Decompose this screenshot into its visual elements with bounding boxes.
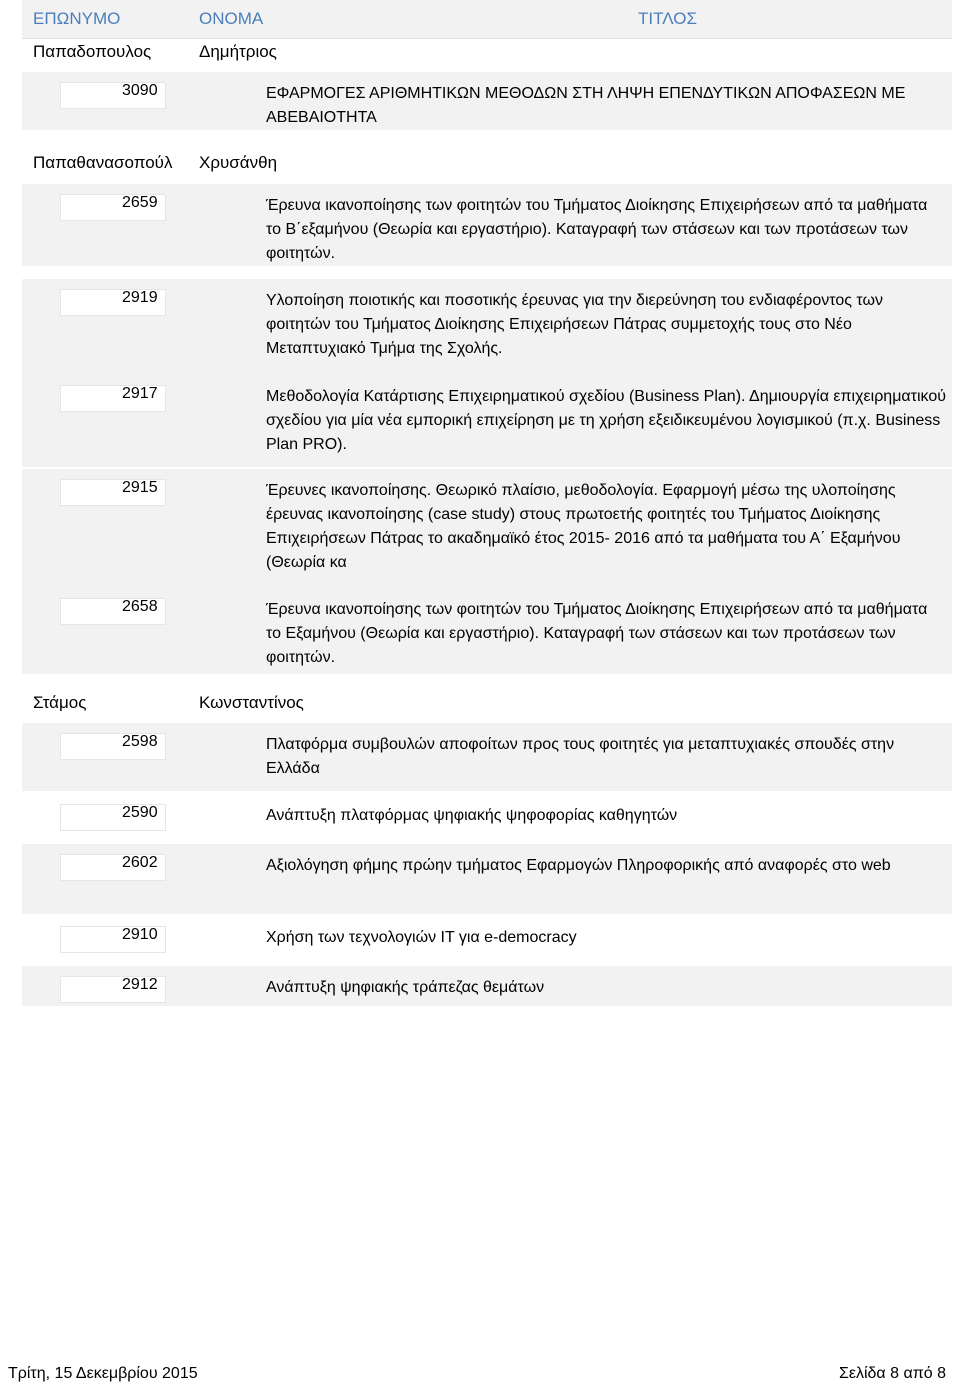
thesis-row xyxy=(22,375,952,468)
thesis-id: 2910 xyxy=(122,926,158,943)
header-first-name: ΟΝΟΜΑ xyxy=(199,9,264,28)
thesis-id: 3090 xyxy=(122,82,158,99)
table-header xyxy=(22,0,952,39)
person-first-name: Κωνσταντίνος xyxy=(199,693,304,712)
thesis-row xyxy=(22,469,952,592)
thesis-title: Ανάπτυξη πλατφόρμας ψηφιακής ψηφοφορίας καθηγητών xyxy=(266,807,678,824)
person-row xyxy=(22,42,952,72)
header-last-name: ΕΠΩΝΥΜΟ xyxy=(33,9,121,28)
thesis-row xyxy=(22,184,952,267)
thesis-id: 2915 xyxy=(122,479,158,496)
thesis-row xyxy=(22,966,952,1007)
thesis-id: 2917 xyxy=(122,385,158,402)
footer-date: Τρίτη, 15 Δεκεμβρίου 2015 xyxy=(8,1365,198,1382)
thesis-title: Υλοποίηση ποιοτικής και ποσοτικής έρευνας για την διερεύνηση του ενδιαφέροντος των φοιτητών του Τμήματος Διοίκησης Επιχειρήσεων Πάτρας συμμετοχής τους στο Νέο Μεταπτυχιακό Τμήμα της Σχολής. xyxy=(266,292,883,357)
person-row xyxy=(22,693,952,723)
thesis-row xyxy=(22,794,952,839)
person-last-name: Παπαδοπουλος xyxy=(33,42,152,61)
person-first-name: Χρυσάνθη xyxy=(199,153,278,172)
thesis-row xyxy=(22,588,952,675)
thesis-title: Έρευνα ικανοποίησης των φοιτητών του Τμήματος Διοίκησης Επιχειρήσεων από τα μαθήματα το Εξαμήνου (Θεωρία και εργαστήριο). Καταγραφή των στάσεων και των προτάσεων των φοιτητών. xyxy=(266,601,928,666)
thesis-id: 2912 xyxy=(122,976,158,993)
person-row xyxy=(22,153,952,183)
thesis-title: Χρήση των τεχνολογιών IT για e-democracy xyxy=(266,929,577,946)
thesis-title: Μεθοδολογία Κατάρτισης Επιχειρηματικού σχεδίου (Business Plan). Δημιουργία επιχειρηματικού σχεδίου για μία νέα εμπορική επιχείρηση με τη χρήση εξειδικευμένου λογισμικού (π.χ. Business Plan PRO). xyxy=(266,388,946,453)
thesis-row xyxy=(22,72,952,131)
person-last-name: Στάμος xyxy=(33,693,87,712)
thesis-id: 2590 xyxy=(122,804,158,821)
thesis-id: 2602 xyxy=(122,854,158,871)
thesis-id: 2658 xyxy=(122,598,158,615)
thesis-title: Έρευνα ικανοποίησης των φοιτητών του Τμήματος Διοίκησης Επιχειρήσεων από τα μαθήματα το Β΄εξαμήνου (Θεωρία και εργαστήριο). Καταγραφή των στάσεων και των προτάσεων των φοιτητών. xyxy=(266,197,928,262)
thesis-title: Πλατφόρμα συμβουλών αποφοίτων προς τους φοιτητές για μεταπτυχιακές σπουδές στην Ελλάδα xyxy=(266,736,895,777)
thesis-id: 2659 xyxy=(122,194,158,211)
thesis-row xyxy=(22,916,952,961)
thesis-row xyxy=(22,844,952,915)
thesis-title: Αξιολόγηση φήμης πρώην τμήματος Εφαρμογών Πληροφορικής από αναφορές στο web xyxy=(266,857,891,874)
thesis-id: 2598 xyxy=(122,733,158,750)
thesis-title: Ανάπτυξη ψηφιακής τράπεζας θεμάτων xyxy=(266,979,545,996)
header-title: ΤΙΤΛΟΣ xyxy=(638,9,697,28)
person-last-name: Παπαθανασοπούλ xyxy=(33,153,173,172)
thesis-row xyxy=(22,279,952,380)
thesis-id: 2919 xyxy=(122,289,158,306)
footer-page-number: Σελίδα 8 από 8 xyxy=(838,1365,946,1382)
thesis-title: ΕΦΑΡΜΟΓΕΣ ΑΡΙΘΜΗΤΙΚΩΝ ΜΕΘΟΔΩΝ ΣΤΗ ΛΗΨΗ ΕΠΕΝΔΥΤΙΚΩΝ ΑΠΟΦΑΣΕΩΝ ΜΕ ΑΒΕΒΑΙΟΤΗΤΑ xyxy=(266,85,906,126)
thesis-row xyxy=(22,723,952,792)
thesis-title: Έρευνες ικανοποίησης. Θεωρικό πλαίσιο, μεθοδολογία. Εφαρμογή μέσω της υλοποίησης έρευνας ικανοποίησης (case study) στους πρωτοετής φοιτητές του Τμήματος Διοίκησης Επιχειρήσεων Πάτρας το ακαδημαϊκό έτος 2015- 2016 από τα μαθήματα του Α΄ Εξαμήνου (Θεωρία κα xyxy=(266,482,901,571)
person-first-name: Δημήτριος xyxy=(199,42,277,61)
